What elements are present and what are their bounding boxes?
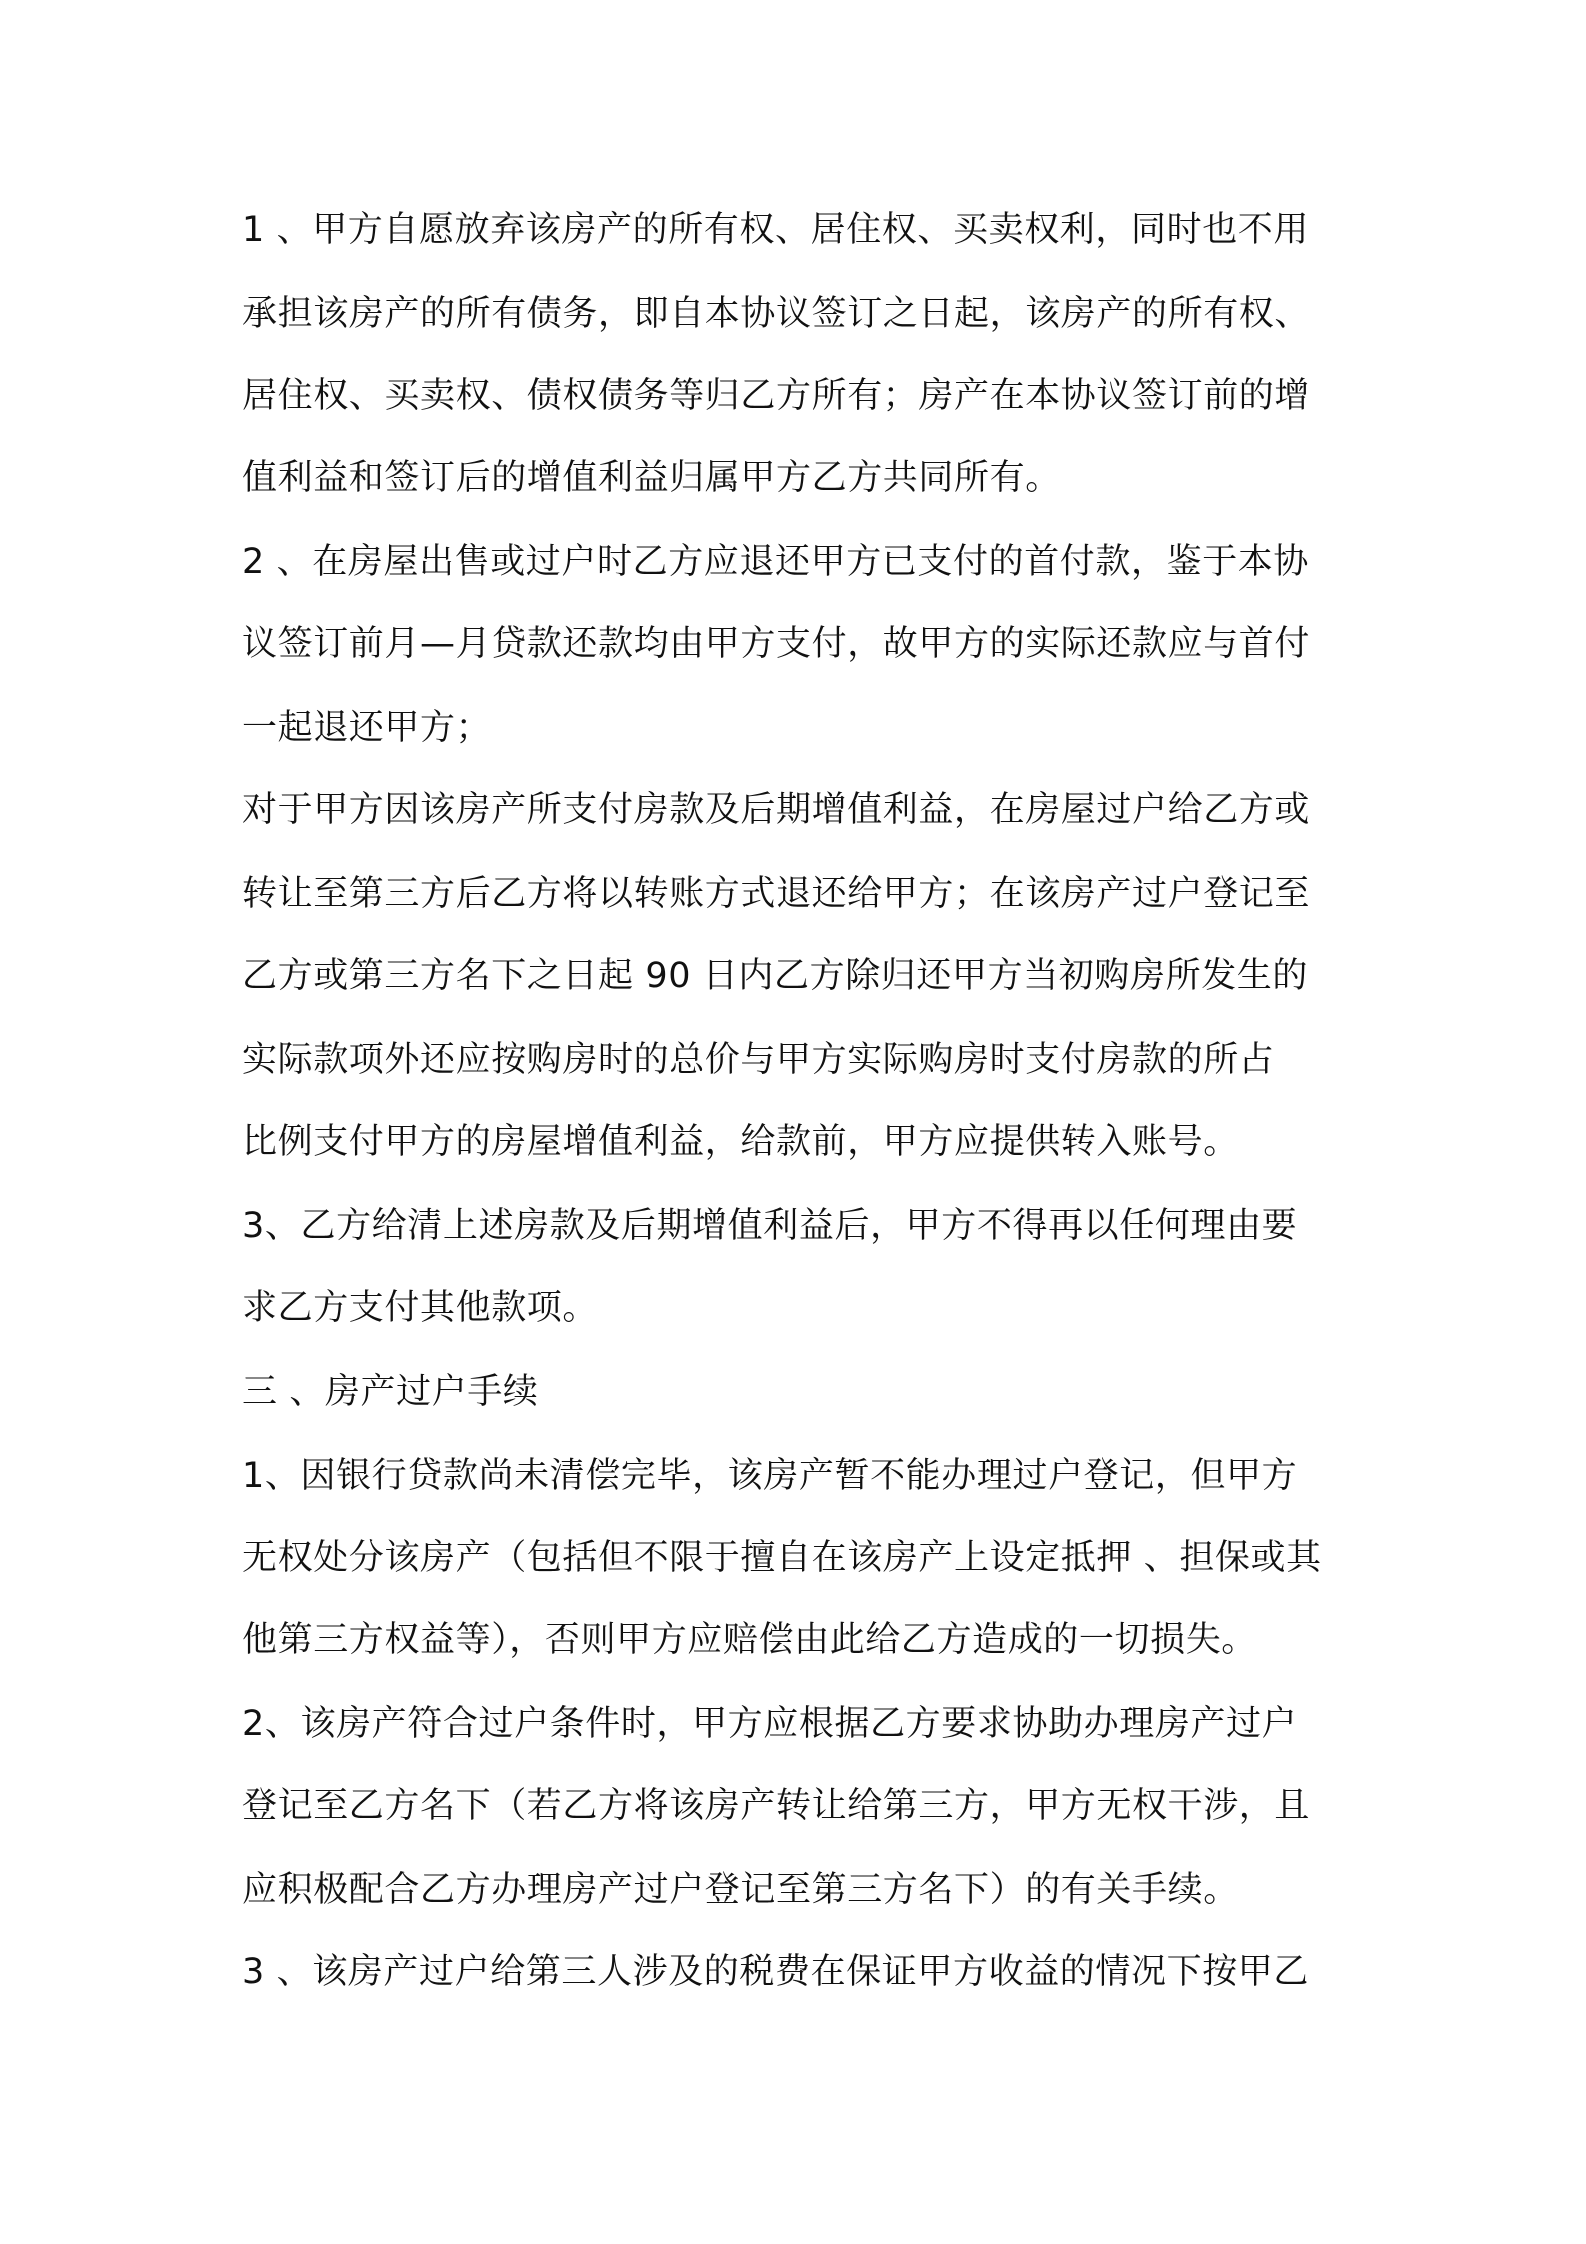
clause-1-line-2: 承担该房产的所有债务，即自本协议签订之日起，该房产的所有权、 [242, 294, 1311, 334]
paragraph-line-2: 转让至第三方后乙方将以转账方式退还给甲方；在该房产过户登记至 [242, 874, 1311, 914]
clause-3-line-1: 3、乙方给清上述房款及后期增值利益后，甲方不得再以任何理由要 [242, 1206, 1298, 1246]
clause-2-line-1: 2 、在房屋出售或过户时乙方应退还甲方已支付的首付款，鉴于本协 [242, 542, 1309, 582]
clause-3-line-2: 求乙方支付其他款项。 [242, 1288, 599, 1328]
paragraph-line-1: 对于甲方因该房产所支付房款及后期增值利益，在房屋过户给乙方或 [242, 790, 1311, 830]
clause-1-line-4: 值利益和签订后的增值利益归属甲方乙方共同所有。 [242, 458, 1061, 498]
section-heading: 三 、房产过户手续 [242, 1372, 539, 1412]
paragraph-line-3: 乙方或第三方名下之日起 90 日内乙方除归还甲方当初购房所发生的 [242, 956, 1308, 996]
paragraph-line-4: 实际款项外还应按购房时的总价与甲方实际购房时支付房款的所占 [242, 1040, 1275, 1080]
clause-2-line-2: 议签订前月—月贷款还款均由甲方支付，故甲方的实际还款应与首付 [242, 624, 1311, 664]
section-3-clause-3-line-1: 3 、该房产过户给第三人涉及的税费在保证甲方收益的情况下按甲乙 [242, 1952, 1309, 1992]
clause-2-line-3: 一起退还甲方； [242, 708, 492, 748]
section-3-clause-2-line-2: 登记至乙方名下（若乙方将该房产转让给第三方，甲方无权干涉，且 [242, 1786, 1311, 1826]
clause-1-line-1: 1 、甲方自愿放弃该房产的所有权、居住权、买卖权利，同时也不用 [242, 210, 1309, 250]
clause-1-line-3: 居住权、买卖权、债权债务等归乙方所有；房产在本协议签订前的增 [242, 376, 1311, 416]
section-3-clause-2-line-3: 应积极配合乙方办理房产过户登记至第三方名下）的有关手续。 [242, 1870, 1239, 1910]
section-3-clause-1-line-1: 1、因银行贷款尚未清偿完毕，该房产暂不能办理过户登记，但甲方 [242, 1456, 1298, 1496]
paragraph-line-5: 比例支付甲方的房屋增值利益，给款前，甲方应提供转入账号。 [242, 1122, 1239, 1162]
section-3-clause-1-line-3: 他第三方权益等），否则甲方应赔偿由此给乙方造成的一切损失。 [242, 1620, 1257, 1660]
section-3-clause-2-line-1: 2、该房产符合过户条件时，甲方应根据乙方要求协助办理房产过户 [242, 1704, 1298, 1744]
section-3-clause-1-line-2: 无权处分该房产（包括但不限于擅自在该房产上设定抵押 、担保或其 [242, 1538, 1322, 1578]
